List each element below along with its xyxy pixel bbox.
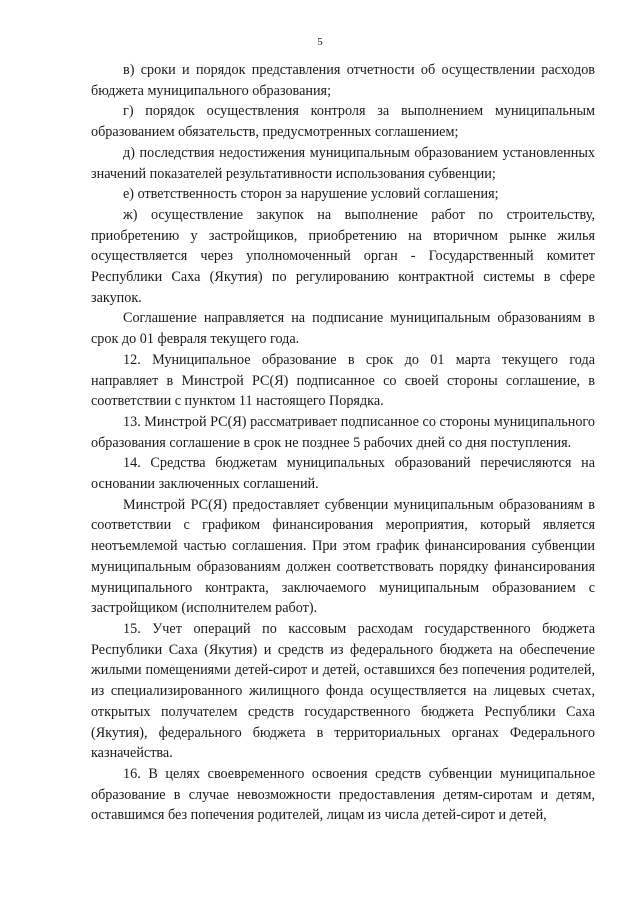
- paragraph-d: д) последствия недостижения муниципальным образованием установленных значений показателей результативности использования субвенции;: [91, 144, 595, 182]
- document-body: [91, 60, 595, 826]
- paragraph-agreement-signing: Соглашение направляется на подписание муниципальным образованиям в срок до 01 февраля текущего года.: [91, 310, 595, 348]
- paragraph-g: г) порядок осуществления контроля за выполнением муниципальным образованием обязательств, предусмотренных соглашением;: [91, 103, 595, 141]
- paragraph-12: 12. Муниципальное образование в срок до 01 марта текущего года направляет в Минстрой РС(Я) подписанное со своей стороны соглашение, в соответствии с пунктом 11 настоящего Порядка.: [91, 351, 595, 410]
- paragraph-v: в) сроки и порядок представления отчетности об осуществлении расходов бюджета муниципального образования;: [91, 62, 595, 99]
- page-number: 5: [317, 36, 323, 48]
- paragraph-e: е) ответственность сторон за нарушение условий соглашения;: [123, 186, 499, 203]
- paragraph-15: 15. Учет операций по кассовым расходам государственного бюджета Республики Саха (Якутия) и средств из федерального бюджета на обеспечение жилыми помещениями детей-сирот и детей, оставшихся без попечения родителей, из специализированного жилищного фонда осуществляется на лицевых счетах, открытых получателем средств государственного бюджета Республики Саха (Якутия), федерального бюджета в территориальных органах Федерального казначейства.: [91, 620, 595, 762]
- paragraph-13: 13. Минстрой РС(Я) рассматривает подписанное со стороны муниципального образования соглашение в срок не позднее 5 рабочих дней со дня поступления.: [91, 413, 595, 451]
- paragraph-zh: ж) осуществление закупок на выполнение работ по строительству, приобретению у застройщиков, приобретению на вторичном рынке жилья осуществляется через уполномоченный орган - Государственный комитет Республики Саха (Якутия) по регулированию контрактной системы в сфере закупок.: [91, 206, 595, 306]
- paragraph-16: 16. В целях своевременного освоения средств субвенции муниципальное образование в случае невозможности предоставления детям-сиротам и детям, оставшимся без попечения родителей, лицам из числа детей-сирот и детей,: [91, 765, 595, 824]
- paragraph-14: 14. Средства бюджетам муниципальных образований перечисляются на основании заключенных соглашений.: [91, 455, 595, 493]
- paragraph-subvention-schedule: Минстрой РС(Я) предоставляет субвенции муниципальным образованиям в соответствии с графиком финансирования мероприятия, который является неотъемлемой частью соглашения. При этом график финансирования субвенции муниципальным образованиям должен соответствовать порядку финансирования муниципального контракта, заключаемого муниципальным образованием с застройщиком (исполнителем работ).: [91, 496, 595, 617]
